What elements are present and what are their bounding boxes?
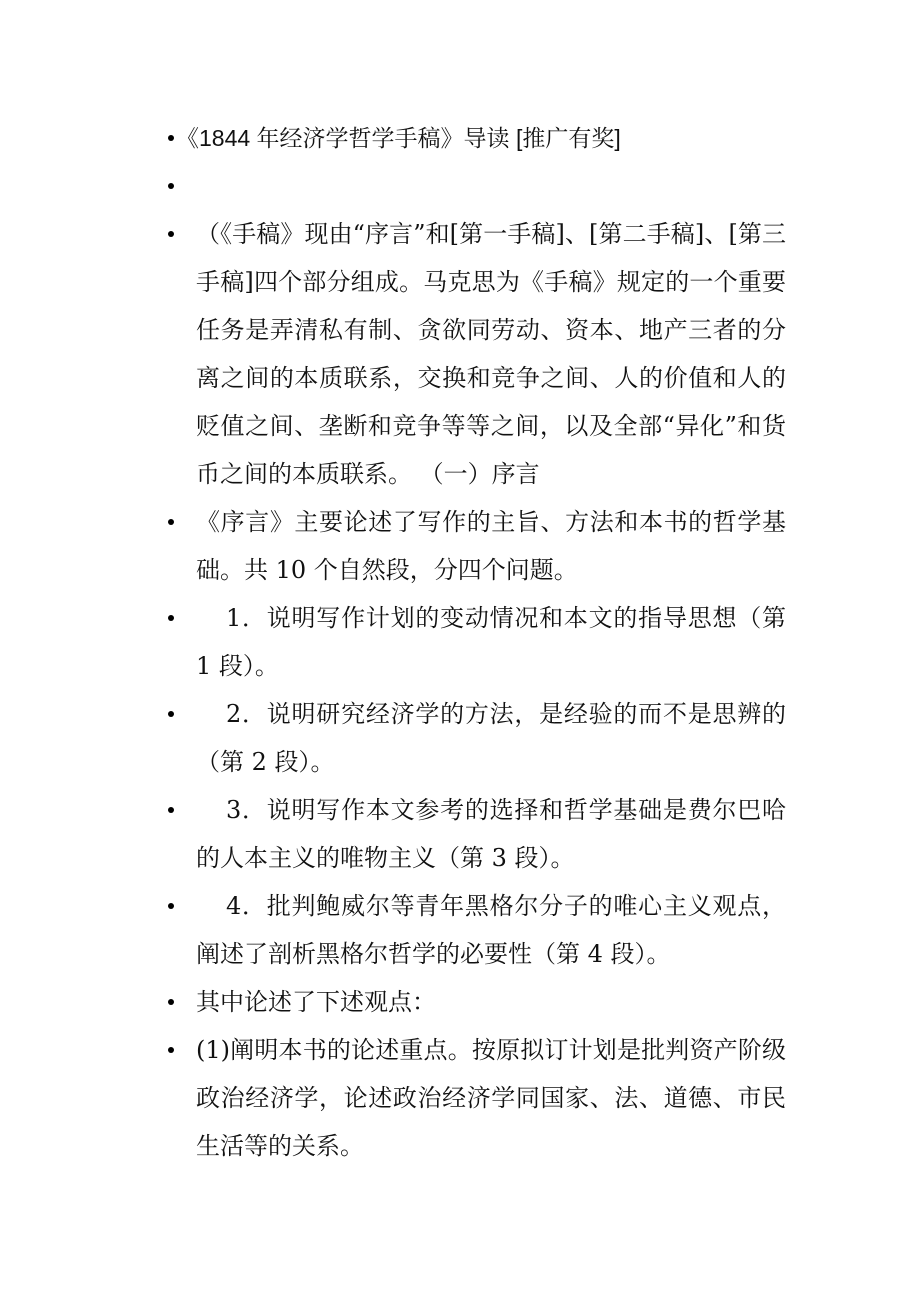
list-item — [0, 210, 786, 498]
list-item — [0, 882, 786, 978]
list-item-title — [0, 114, 786, 162]
list-item — [0, 594, 786, 690]
paragraph-point-3: 3．说明写作本文参考的选择和哲学基础是费尔巴哈的人本主义的唯物主义（第 3 段）。 — [196, 796, 786, 872]
bullet-icon — [168, 903, 174, 909]
paragraph-viewpoint-1: (1)阐明本书的论述重点。按原拟订计划是批判资产阶级政治经济学，论述政治经济学同国家、法、道德、市民生活等的关系。 — [196, 1036, 786, 1160]
paragraph-viewpoints-intro: 其中论述了下述观点： — [196, 988, 436, 1016]
document-list — [0, 114, 920, 1170]
list-item — [0, 786, 786, 882]
bullet-icon — [168, 135, 174, 141]
paragraph-preface-summary: 《序言》主要论述了写作的主旨、方法和本书的哲学基础。共 10 个自然段，分四个问题。 — [196, 508, 786, 584]
bullet-icon — [168, 519, 174, 525]
paragraph-point-1: 1．说明写作计划的变动情况和本文的指导思想（第 1 段）。 — [196, 604, 786, 680]
list-item — [0, 978, 786, 1026]
list-item — [0, 690, 786, 786]
bullet-icon — [168, 1047, 174, 1053]
bullet-icon — [168, 711, 174, 717]
list-item-empty — [0, 162, 786, 210]
paragraph-point-2: 2．说明研究经济学的方法，是经验的而不是思辨的（第 2 段）。 — [196, 700, 786, 776]
list-item — [0, 1026, 786, 1170]
list-item — [0, 498, 786, 594]
bullet-icon — [168, 807, 174, 813]
bullet-icon — [168, 231, 174, 237]
document-title: 《1844 年经济学哲学手稿》导读 [推广有奖] — [176, 125, 621, 151]
bullet-icon — [168, 615, 174, 621]
paragraph-intro: （《手稿》现由“序言”和[第一手稿]、[第二手稿]、[第三手稿]四个部分组成。马克思为《手稿》规定的一个重要任务是弄清私有制、贪欲同劳动、资本、地产三者的分离之间的本质联系，交换和竞争之间、人的价值和人的贬值之间、垄断和竞争等等之间，以及全部“异化”和货币之间的本质联系。 （一）序言 — [196, 220, 786, 488]
bullet-icon — [168, 183, 174, 189]
bullet-icon — [168, 999, 174, 1005]
paragraph-point-4: 4．批判鲍威尔等青年黑格尔分子的唯心主义观点，阐述了剖析黑格尔哲学的必要性（第 4 段）。 — [196, 892, 786, 968]
